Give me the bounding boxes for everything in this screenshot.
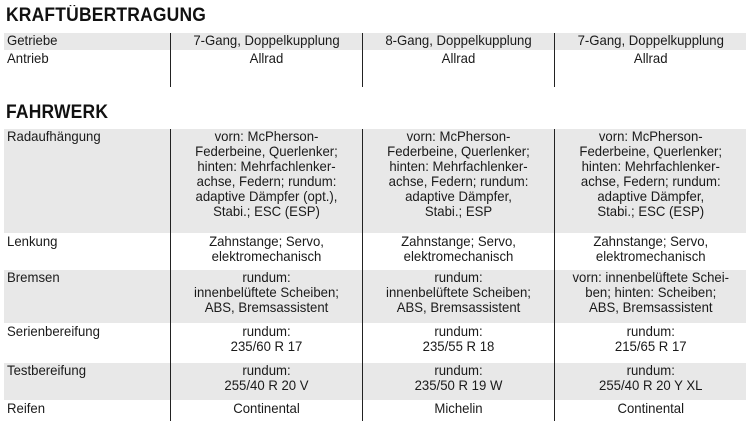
row-label-bremsen: Bremsen [4,270,170,324]
bremsen-car-1: rundum: innenbelüftete Scheiben; ABS, Bremsassistent [170,270,362,324]
antrieb-car-2: Allrad [362,51,554,87]
table-row-serienbereifung [4,324,746,363]
row-label-antrieb: Antrieb [4,51,170,87]
radaufhaengung-car-1: vorn: McPherson- Federbeine, Querlenker; hinten: Mehrfachlenker- achse, Federn; rundum: adaptive Dämpfer (opt.), Stabi.; ESC (ESP) [170,129,362,234]
radaufhaengung-car-3: vorn: McPherson- Federbeine, Querlenker; hinten: Mehrfachlenker- achse, Federn; rundum: adaptive Dämpfer, Stabi.; ESC (ESP) [554,129,746,234]
antrieb-car-1: Allrad [170,51,362,87]
serienbereifung-car-1: rundum: 235/60 R 17 [170,324,362,363]
table-row-lenkung [4,234,746,270]
testbereifung-car-2: rundum: 235/50 R 19 W [362,363,554,401]
reifen-car-3: Continental [554,401,746,421]
lenkung-car-1: Zahnstange; Servo, elektromechanisch [170,234,362,270]
testbereifung-car-1: rundum: 255/40 R 20 V [170,363,362,401]
antrieb-car-3: Allrad [554,51,746,87]
table-row-reifen [4,401,746,421]
table-fahrwerk [4,128,746,421]
row-label-testbereifung: Testbereifung [4,363,170,401]
table-row-bremsen [4,270,746,324]
row-label-getriebe: Getriebe [4,33,170,51]
table-row-antrieb [4,51,746,87]
table-row-radaufhaengung [4,129,746,234]
row-label-lenkung: Lenkung [4,234,170,270]
testbereifung-car-3: rundum: 255/40 R 20 Y XL [554,363,746,401]
table-row-getriebe [4,33,746,51]
getriebe-car-2: 8-Gang, Doppelkupplung [362,33,554,51]
row-label-serienbereifung: Serienbereifung [4,324,170,363]
radaufhaengung-car-2: vorn: McPherson- Federbeine, Querlenker; hinten: Mehrfachlenker- achse, Federn; rundum: adaptive Dämpfer, Stabi.; ESP [362,129,554,234]
lenkung-car-3: Zahnstange; Servo, elektromechanisch [554,234,746,270]
section-title-fahrwerk: FAHRWERK [6,102,109,123]
getriebe-car-1: 7-Gang, Doppelkupplung [170,33,362,51]
table-kraftuebertragung [4,32,746,87]
bremsen-car-2: rundum: innenbelüftete Scheiben; ABS, Bremsassistent [362,270,554,324]
reifen-car-2: Michelin [362,401,554,421]
bremsen-car-3: vorn: innenbelüftete Schei- ben; hinten: Scheiben; ABS, Bremsassistent [554,270,746,324]
row-label-radaufhaengung: Radaufhängung [4,129,170,234]
serienbereifung-car-3: rundum: 215/65 R 17 [554,324,746,363]
table-row-testbereifung [4,363,746,401]
getriebe-car-3: 7-Gang, Doppelkupplung [554,33,746,51]
row-label-reifen: Reifen [4,401,170,421]
lenkung-car-2: Zahnstange; Servo, elektromechanisch [362,234,554,270]
reifen-car-1: Continental [170,401,362,421]
section-title-kraftuebertragung: KRAFTÜBERTRAGUNG [6,5,207,26]
serienbereifung-car-2: rundum: 235/55 R 18 [362,324,554,363]
